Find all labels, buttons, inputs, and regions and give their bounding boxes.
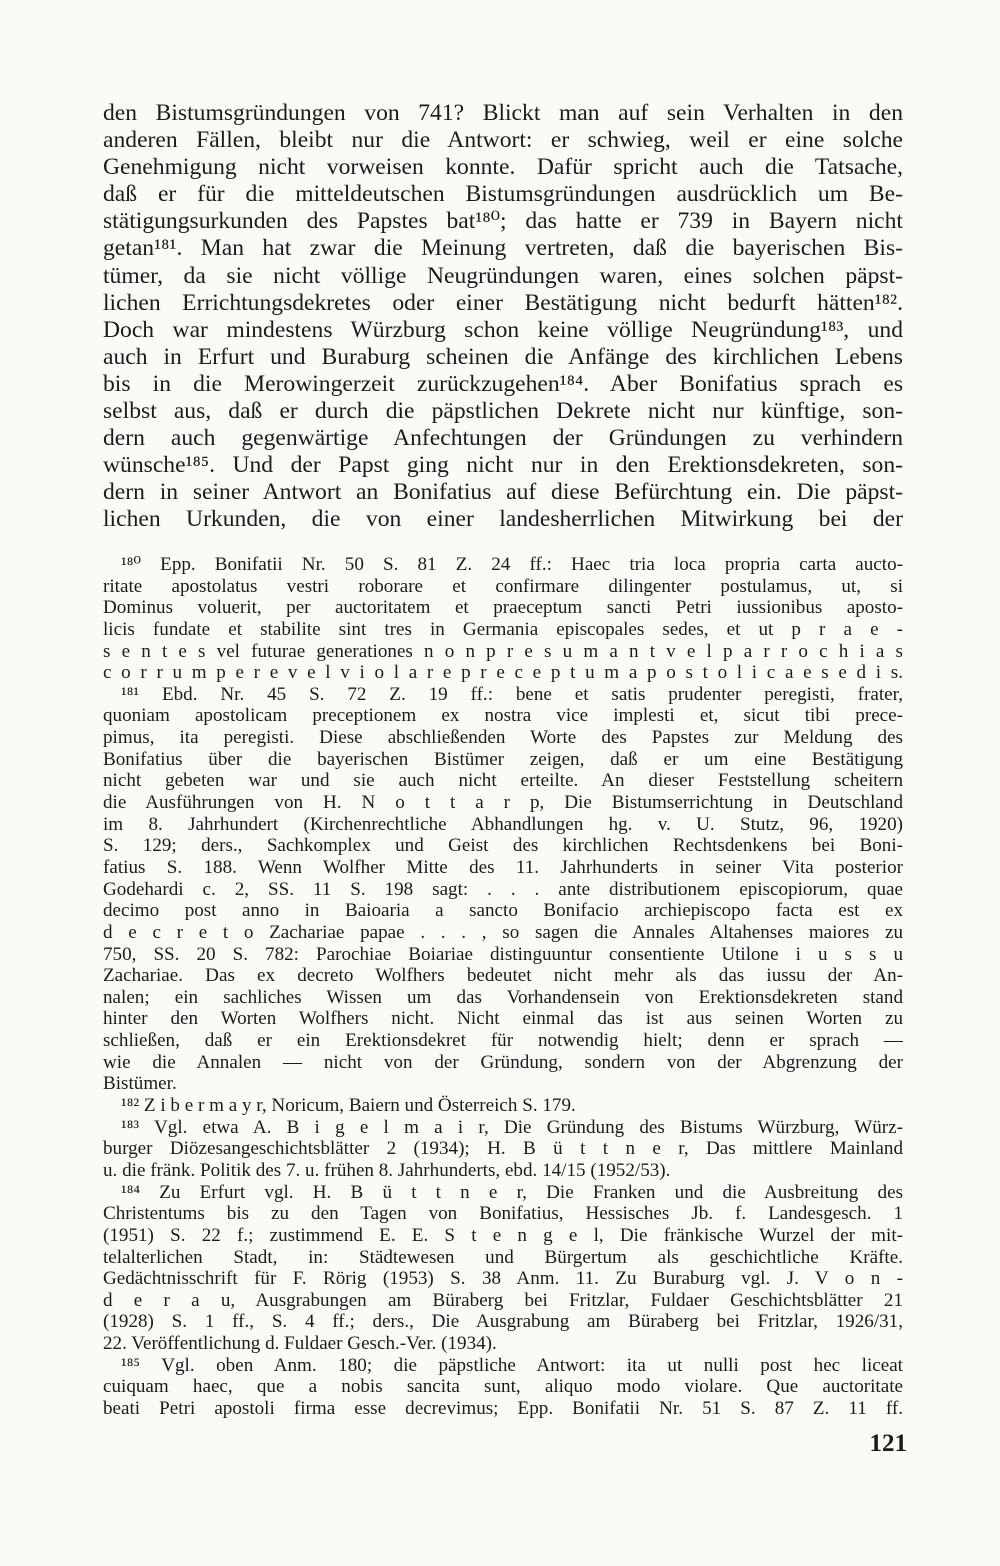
footnote-line: wie die Annalen — nicht von der Gründung, sondern von der Abgrenzung der	[103, 1051, 903, 1073]
footnote-line: nalen; ein sachliches Wissen um das Vorhandensein von Erektionsdekreten stand	[103, 986, 903, 1008]
footnote-line: telalterlichen Stadt, in: Städtewesen und Bürgertum als geschichtliche Kräfte.	[103, 1246, 903, 1268]
main-text-line: daß er für die mitteldeutschen Bistumsgründungen ausdrücklich um Be-	[103, 181, 903, 208]
main-text-block	[103, 100, 903, 534]
footnote-line: s e n t e s vel futurae generationes n o n p r e s u m a n t v e l p a r r o c h i a s	[103, 640, 903, 662]
main-text-line: lichen Errichtungsdekretes oder einer Bestätigung nicht bedurft hätten¹⁸².	[103, 289, 903, 316]
footnote-line: quoniam apostolicam preceptionem ex nostra vice implesti et, sicut tibi prece-	[103, 705, 903, 727]
footnote-line: d e c r e t o Zachariae papae . . . , so sagen die Annales Altahenses maiores zu	[103, 921, 903, 943]
footnote-line: pimus, ita peregisti. Diese abschließenden Worte des Papstes zur Meldung des	[103, 727, 903, 749]
footnote-line: (1928) S. 1 ff., S. 4 ff.; ders., Die Ausgrabung am Büraberg bei Fritzlar, 1926/31,	[103, 1311, 903, 1333]
footnote-line: fatius S. 188. Wenn Wolfher Mitte des 11. Jahrhunderts in seiner Vita posterior	[103, 856, 903, 878]
footnote-line: cuiquam haec, que a nobis sancita sunt, aliquo modo violare. Que auctoritate	[103, 1376, 903, 1398]
footnote-line: decimo post anno in Baioaria a sancto Bonifacio archiepiscopo facta est ex	[103, 900, 903, 922]
footnote-line: licis fundate et stabilite sint tres in Germania episcopales sedes, et ut p r a e -	[103, 618, 903, 640]
footnote-line: 22. Veröffentlichung d. Fuldaer Gesch.-Ver. (1934).	[103, 1333, 497, 1355]
main-text-line: Genehmigung nicht vorweisen konnte. Dafür spricht auch die Tatsache,	[103, 154, 903, 181]
footnote-180: ¹⁸⁰ Epp. Bonifatii Nr. 50 S. 81 Z. 24 ff.: Haec tria loca propria carta aucto-	[121, 554, 903, 575]
footnote-line: u. die fränk. Politik des 7. u. frühen 8. Jahrhunderts, ebd. 14/15 (1952/53).	[103, 1159, 671, 1181]
footnote-line: Zachariae. Das ex decreto Wolfhers bedeutet nicht mehr als das iussu der An-	[103, 965, 903, 987]
footnote-184: ¹⁸⁴ Zu Erfurt vgl. H. B ü t t n e r, Die Franken und die Ausbreitung des	[121, 1181, 903, 1203]
footnote-line: (1951) S. 22 f.; zustimmend E. E. S t e n g e l, Die fränkische Wurzel der mit-	[103, 1224, 903, 1246]
footnote-183: ¹⁸³ Vgl. etwa A. B i g e l m a i r, Die Gründung des Bistums Würzburg, Würz-	[121, 1116, 903, 1138]
footnote-185: ¹⁸⁵ Vgl. oben Anm. 180; die päpstliche Antwort: ita ut nulli post hec liceat	[121, 1354, 903, 1376]
footnote-line: schließen, daß er ein Erektionsdekret für notwendig hielt; denn er sprach —	[103, 1030, 903, 1052]
footnote-line: ritate apostolatus vestri roborare et confirmare dilingenter postulamus, ut, si	[103, 575, 903, 597]
main-text-line: tümer, da sie nicht völlige Neugründungen waren, eines solchen päpst-	[103, 262, 903, 289]
footnote-182: ¹⁸² Z i b e r m a y r, Noricum, Baiern und Österreich S. 179.	[121, 1095, 576, 1117]
main-text-line: wünsche¹⁸⁵. Und der Papst ging nicht nur in den Erektionsdekreten, son-	[103, 452, 903, 479]
main-text-line: selbst aus, daß er durch die päpstlichen Dekrete nicht nur künftige, son-	[103, 398, 903, 425]
main-text-line: dern auch gegenwärtige Anfechtungen der Gründungen zu verhindern	[103, 425, 903, 452]
footnote-line: Bonifatius über die bayerischen Bistümer zeigen, daß er um eine Bestätigung	[103, 748, 903, 770]
main-text-line: den Bistumsgründungen von 741? Blickt man auf sein Verhalten in den	[103, 100, 903, 126]
footnotes-block	[103, 554, 903, 1420]
main-text-line: dern in seiner Antwort an Bonifatius auf diese Befürchtung ein. Die päpst-	[103, 479, 903, 506]
footnote-line: beati Petri apostoli firma esse decrevimus; Epp. Bonifatii Nr. 51 S. 87 Z. 11 ff.	[103, 1397, 903, 1419]
footnote-line: S. 129; ders., Sachkomplex und Geist des kirchlichen Rechtsdenkens bei Boni-	[103, 835, 903, 857]
footnote-line: burger Diözesangeschichtsblätter 2 (1934); H. B ü t t n e r, Das mittlere Mainland	[103, 1138, 903, 1160]
main-text-line: Doch war mindestens Würzburg schon keine völlige Neugründung¹⁸³, und	[103, 316, 903, 343]
main-text-line: getan¹⁸¹. Man hat zwar die Meinung vertreten, daß die bayerischen Bis-	[103, 235, 903, 262]
footnote-line: die Ausführungen von H. N o t t a r p, Die Bistumserrichtung in Deutschland	[103, 792, 903, 814]
footnote-line: Bistümer.	[103, 1073, 177, 1095]
footnote-line: Godehardi c. 2, SS. 11 S. 198 sagt: . . . ante distributionem episcopiorum, quae	[103, 878, 903, 900]
main-text-line: stätigungsurkunden des Papstes bat¹⁸⁰; das hatte er 739 in Bayern nicht	[103, 208, 903, 235]
footnote-line: im 8. Jahrhundert (Kirchenrechtliche Abhandlungen hg. v. U. Stutz, 96, 1920)	[103, 813, 903, 835]
footnote-line: Dominus voluerit, per auctoritatem et praeceptum sancti Petri iussionibus aposto-	[103, 597, 903, 619]
footnote-line: nicht gebeten war und sie auch nicht erteilte. An dieser Feststellung scheitern	[103, 770, 903, 792]
main-text-line: anderen Fällen, bleibt nur die Antwort: er schwieg, weil er eine solche	[103, 127, 903, 154]
footnote-181: ¹⁸¹ Ebd. Nr. 45 S. 72 Z. 19 ff.: bene et satis prudenter peregisti, frater,	[121, 683, 903, 705]
footnote-line: d e r a u, Ausgrabungen am Büraberg bei Fritzlar, Fuldaer Geschichtsblätter 21	[103, 1289, 903, 1311]
main-text-line: auch in Erfurt und Buraburg scheinen die Anfänge des kirchlichen Lebens	[103, 343, 903, 370]
footnote-line: Christentums bis zu den Tagen von Bonifatius, Hessisches Jb. f. Landesgesch. 1	[103, 1203, 903, 1225]
footnote-line: hinter den Worten Wolfhers nicht. Nicht einmal das ist aus seinen Worten zu	[103, 1008, 903, 1030]
footnote-line: Gedächtnisschrift für F. Rörig (1953) S. 38 Anm. 11. Zu Buraburg vgl. J. V o n -	[103, 1268, 903, 1290]
page-number: 121	[869, 1430, 907, 1457]
footnote-line: c o r r u m p e r e v e l v i o l a r e p r e c e p t u m a p o s t o l i c a e s e d i s.	[103, 662, 903, 684]
main-text-line: bis in die Merowingerzeit zurückzugehen¹⁸⁴. Aber Bonifatius sprach es	[103, 370, 903, 397]
footnote-line: 750, SS. 20 S. 782: Parochiae Boiariae distinguuntur consentiente Utilone i u s s u	[103, 943, 903, 965]
main-text-line: lichen Urkunden, die von einer landesherrlichen Mitwirkung bei der	[103, 506, 903, 533]
